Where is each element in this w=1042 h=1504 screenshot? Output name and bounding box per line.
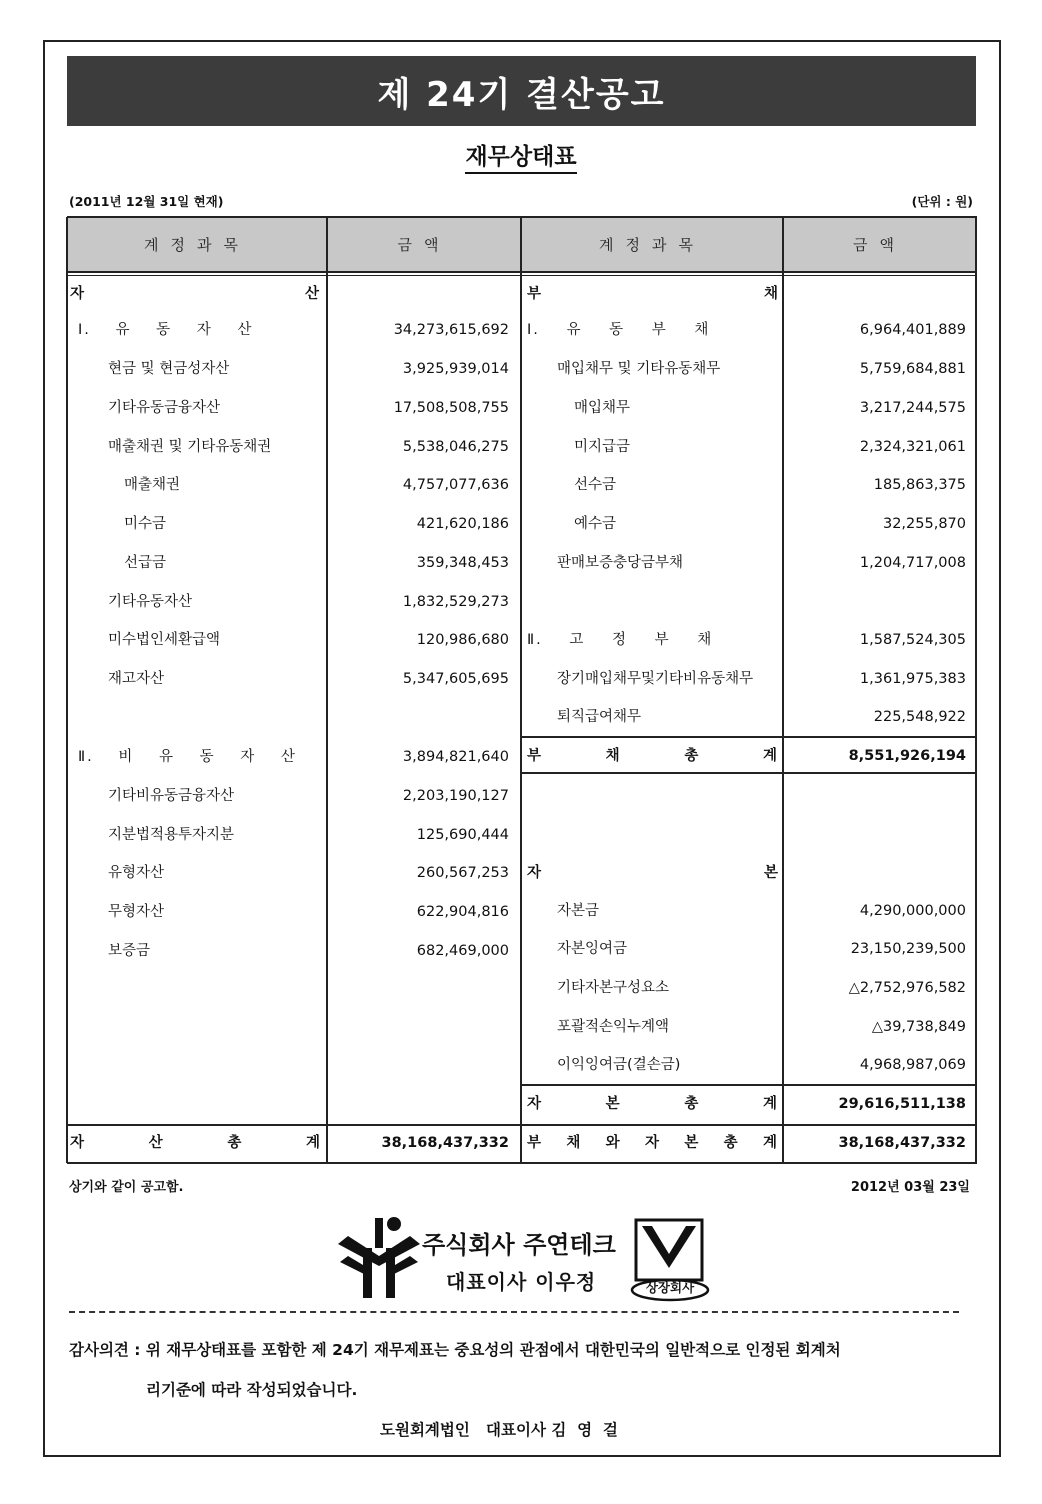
equity-row-amount: △2,752,976,582 [848,980,966,996]
liabilities-total-label: 부 채 총 계 [527,748,777,764]
liability-row-amount: 5,759,684,881 [859,361,966,377]
asset-row-amount: 5,347,605,695 [402,671,509,687]
asset-row-amount: 622,904,816 [416,904,509,920]
asset-row-label: 매출채권 [124,477,181,493]
liability-row-label: 미지급금 [574,439,631,455]
asset-row-amount: 120,986,680 [416,632,509,648]
asset-row-amount: 260,567,253 [416,865,509,881]
liability-row-label: Ⅰ. 유 동 부 채 [527,322,711,338]
statement-subtitle [0,138,1042,171]
liability-row-label: Ⅱ. 고 정 부 채 [527,632,714,648]
asset-row-label: 미수법인세환급액 [108,632,221,648]
liability-row-amount: 1,361,975,383 [859,671,966,687]
table-hline [67,216,977,218]
asset-row-label: 유형자산 [108,865,165,881]
table-vline [66,217,68,1163]
equity-row-label: 기타자본구성요소 [557,980,670,996]
header-right-account: 계정과목 [521,217,783,271]
company-logo-icon [338,1214,420,1300]
table-hline [67,275,977,276]
asset-row-amount: 34,273,615,692 [393,322,509,338]
equity-row-amount: 4,290,000,000 [859,903,966,919]
equity-row-amount: 23,150,239,500 [850,941,966,957]
statement-subtitle-text: 재무상태표 [465,144,576,174]
equity-heading-a: 자 [527,865,542,881]
asset-row-amount: 3,894,821,640 [402,749,509,765]
assets-heading-b: 산 [305,286,320,302]
table-hline [521,772,977,774]
grand-total-label: 부 채 와 자 본 총 계 [527,1135,777,1151]
auditor-signature: 도원회계법인 대표이사 김 영 걸 [380,1421,618,1439]
equity-total-amount: 29,616,511,138 [838,1096,966,1112]
header-left-amount: 금액 [327,217,521,271]
asset-row-label: 기타유동금융자산 [108,400,221,416]
table-vline [975,217,977,1163]
company-name: 주식회사 주연테크 [422,1231,616,1259]
notice-date: 2012년 03월 23일 [850,1180,970,1195]
asset-row-amount: 2,203,190,127 [402,788,509,804]
asset-row-amount: 17,508,508,755 [393,400,509,416]
equity-row-label: 포괄적손익누계액 [557,1019,670,1035]
liability-row-label: 퇴직급여채무 [557,709,642,725]
liability-row-amount: 1,204,717,008 [859,555,966,571]
liability-row-amount: 6,964,401,889 [859,322,966,338]
asset-row-amount: 682,469,000 [416,943,509,959]
assets-heading-a: 자 [70,286,85,302]
audit-opinion-line1: 감사의견 : 위 재무상태표를 포함한 제 24기 재무제표는 중요성의 관점에서 대한민국의 일반적으로 인정된 회계처 [69,1341,841,1359]
equity-row-amount: 4,968,987,069 [859,1057,966,1073]
liability-row-amount: 3,217,244,575 [859,400,966,416]
assets-total-label: 자 산 총 계 [70,1135,320,1151]
table-vline [520,217,522,1163]
grand-total-amount: 38,168,437,332 [838,1135,966,1151]
asset-row-label: 매출채권 및 기타유동채권 [108,439,272,455]
asset-row-label: 기타유동자산 [108,594,193,610]
divider [69,1311,959,1313]
header-right-amount: 금액 [783,217,976,271]
table-hline [67,271,977,273]
liability-row-amount: 225,548,922 [873,709,966,725]
asset-row-amount: 5,538,046,275 [402,439,509,455]
header-left-account: 계정과목 [67,217,327,271]
asset-row-amount: 1,832,529,273 [402,594,509,610]
table-hline [67,1124,521,1126]
asset-row-label: 무형자산 [108,904,165,920]
table-vline [326,217,328,1163]
liability-row-label: 판매보증충당금부채 [557,555,684,571]
asset-row-label: Ⅱ. 비 유 동 자 산 [78,749,297,765]
asset-row-label: 기타비유동금융자산 [108,788,235,804]
asset-row-amount: 3,925,939,014 [402,361,509,377]
page-title: 제 24기 결산공고 [67,56,976,126]
seal-text: 상장회사 [645,1280,695,1295]
table-hline [521,736,977,738]
asset-row-label: Ⅰ. 유 동 자 산 [78,322,254,338]
asset-row-label: 재고자산 [108,671,165,687]
asset-row-amount: 359,348,453 [416,555,509,571]
asset-row-label: 현금 및 현금성자산 [108,361,230,377]
notice-text: 상기와 같이 공고함. [69,1180,184,1195]
assets-total-amount: 38,168,437,332 [381,1135,509,1151]
equity-row-label: 자본금 [557,903,600,919]
equity-heading-b: 본 [764,865,779,881]
table-hline [67,1162,977,1164]
ceo-name: 대표이사 이우정 [446,1270,597,1294]
liabilities-total-amount: 8,551,926,194 [848,748,966,764]
audit-opinion-line2: 리기준에 따라 작성되었습니다. [146,1381,358,1399]
asset-row-label: 선급금 [124,555,167,571]
table-hline [521,1124,977,1126]
asset-row-label: 미수금 [124,516,167,532]
liability-row-label: 매입채무 및 기타유동채무 [557,361,721,377]
liability-row-amount: 1,587,524,305 [859,632,966,648]
liabilities-heading-b: 채 [764,286,779,302]
report-date: (2011년 12월 31일 현재) [69,194,224,209]
table-hline [521,1084,977,1086]
asset-row-label: 보증금 [108,943,151,959]
equity-row-label: 자본잉여금 [557,941,628,957]
liability-row-label: 매입채무 [574,400,631,416]
table-vline [782,217,784,1163]
liability-row-label: 선수금 [574,477,617,493]
asset-row-label: 지분법적용투자지분 [108,827,235,843]
liability-row-amount: 2,324,321,061 [859,439,966,455]
liability-row-label: 예수금 [574,516,617,532]
equity-row-label: 이익잉여금(결손금) [557,1057,681,1073]
liability-row-label: 장기매입채무및기타비유동채무 [557,671,754,687]
liability-row-amount: 185,863,375 [873,477,966,493]
asset-row-amount: 125,690,444 [416,827,509,843]
asset-row-amount: 4,757,077,636 [402,477,509,493]
asset-row-amount: 421,620,186 [416,516,509,532]
liability-row-amount: 32,255,870 [882,516,966,532]
equity-row-amount: △39,738,849 [871,1019,966,1035]
liabilities-heading-a: 부 [527,286,542,302]
equity-total-label: 자 본 총 계 [527,1096,777,1112]
unit-label: (단위 : 원) [911,194,973,209]
